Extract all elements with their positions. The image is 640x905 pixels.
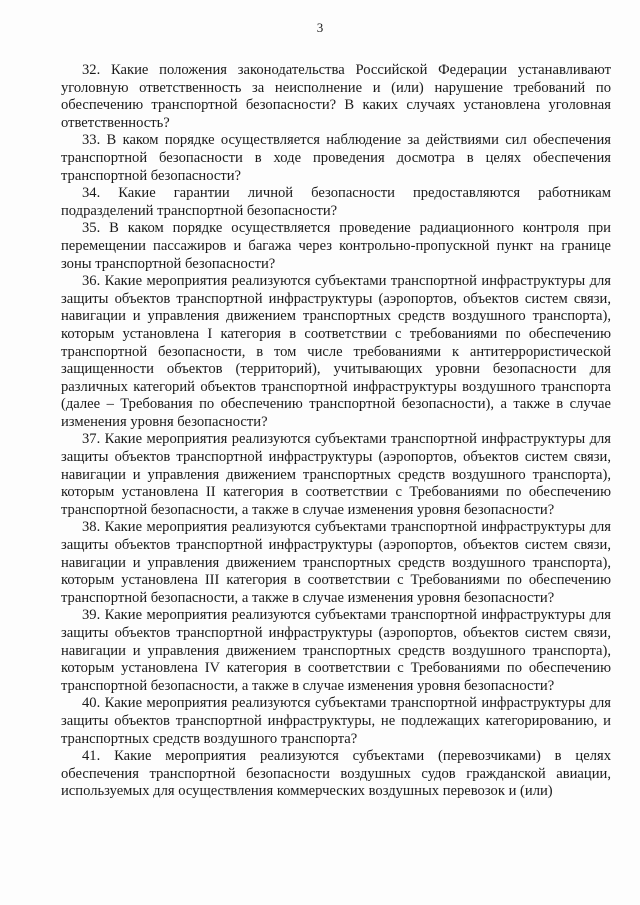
question-39: 39. Какие мероприятия реализуются субъектами транспортной инфраструктуры для защиты объектов транспортной инфраструктуры (аэропортов, объектов систем связи, навигации и управления движением транспортных средств воздушного транспорта), которым установлена IV категория в соответствии с Требованиями по обеспечению транспортной безопасности, а также в случае изменения уровня безопасности?: [61, 607, 611, 694]
question-37: 37. Какие мероприятия реализуются субъектами транспортной инфраструктуры для защиты объектов транспортной инфраструктуры (аэропортов, объектов систем связи, навигации и управления движением транспортных средств воздушного транспорта), которым установлена II категория в соответствии с Требованиями по обеспечению транспортной безопасности, а также в случае изменения уровня безопасности?: [61, 431, 611, 518]
question-33: 33. В каком порядке осуществляется наблюдение за действиями сил обеспечения транспортной безопасности в ходе проведения досмотра в целях обеспечения транспортной безопасности?: [61, 132, 611, 184]
question-32: 32. Какие положения законодательства Российской Федерации устанавливают уголовную ответственность за неисполнение и (или) нарушение требований по обеспечению транспортной безопасности? В каких случаях установлена уголовная ответственность?: [61, 62, 611, 131]
question-36: 36. Какие мероприятия реализуются субъектами транспортной инфраструктуры для защиты объектов транспортной инфраструктуры (аэропортов, объектов систем связи, навигации и управления движением транспортных средств воздушного транспорта), которым установлена I категория в соответствии с требованиями по обеспечению транспортной безопасности, в том числе требованиями к антитеррористической защищенности объектов (территорий), учитывающих уровни безопасности для различных категорий объектов транспортной инфраструктуры воздушного транспорта (далее – Требования по обеспечению транспортной безопасности), а также в случае изменения уровня безопасности?: [61, 273, 611, 430]
question-34: 34. Какие гарантии личной безопасности предоставляются работникам подразделений транспортной безопасности?: [61, 185, 611, 219]
page-number: 3: [316, 20, 324, 35]
question-40: 40. Какие мероприятия реализуются субъектами транспортной инфраструктуры для защиты объектов транспортной инфраструктуры, не подлежащих категорированию, и транспортных средств воздушного транспорта?: [61, 695, 611, 747]
question-38: 38. Какие мероприятия реализуются субъектами транспортной инфраструктуры для защиты объектов транспортной инфраструктуры (аэропортов, объектов систем связи, навигации и управления движением транспортных средств воздушного транспорта), которым установлена III категория в соответствии с Требованиями по обеспечению транспортной безопасности, а также в случае изменения уровня безопасности?: [61, 519, 611, 606]
questions-list: [61, 62, 611, 801]
question-35: 35. В каком порядке осуществляется проведение радиационного контроля при перемещении пассажиров и багажа через контрольно-пропускной пункт на границе зоны транспортной безопасности?: [61, 220, 611, 272]
question-41: 41. Какие мероприятия реализуются субъектами (перевозчиками) в целях обеспечения транспортной безопасности воздушных судов гражданской авиации, используемых для осуществления коммерческих воздушных перевозок и (или): [61, 748, 611, 800]
